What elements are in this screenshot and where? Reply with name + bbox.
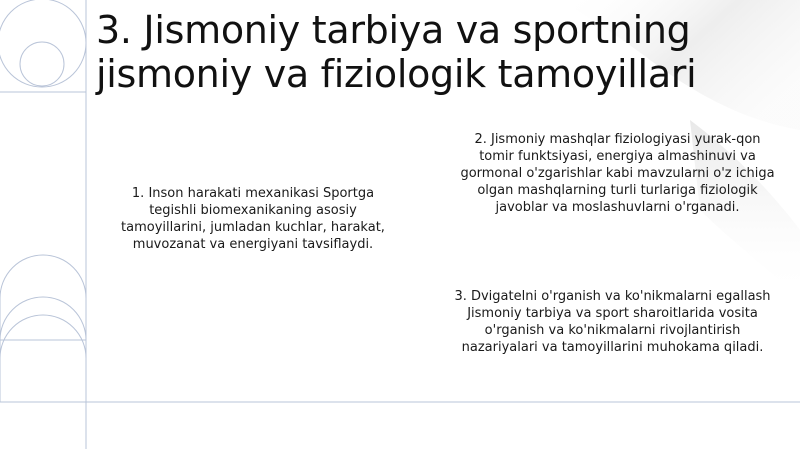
text-block-biomechanics: 1. Inson harakati mexanikasi Sportga tegishli biomexanikaning asosiy tamoyillarini, jumladan kuchlar, harakat, muvozanat va energiyani tavsiflaydi. [121, 186, 385, 252]
text-block-motor-learning: 3. Dvigatelni o'rganish va ko'nikmalarni egallash Jismoniy tarbiya va sport sharoitlarida vosita o'rganish va ko'nikmalarni rivojlantirish nazariyalari va tamoyillarini muhokama qiladi. [454, 289, 771, 355]
text-block-exercise-physiology: 2. Jismoniy mashqlar fiziologiyasi yurak-qon tomir funktsiyasi, energiya almashinuvi va gormonal o'zgarishlar kabi mavzularni o'z ichiga olgan mashqlarning turli turlariga fiziologik javoblar va moslashuvlarni o'rganadi. [460, 132, 775, 215]
slide-title: 3. Jismoniy tarbiya va sportning jismoniy va fiziologik tamoyillari [96, 8, 697, 96]
